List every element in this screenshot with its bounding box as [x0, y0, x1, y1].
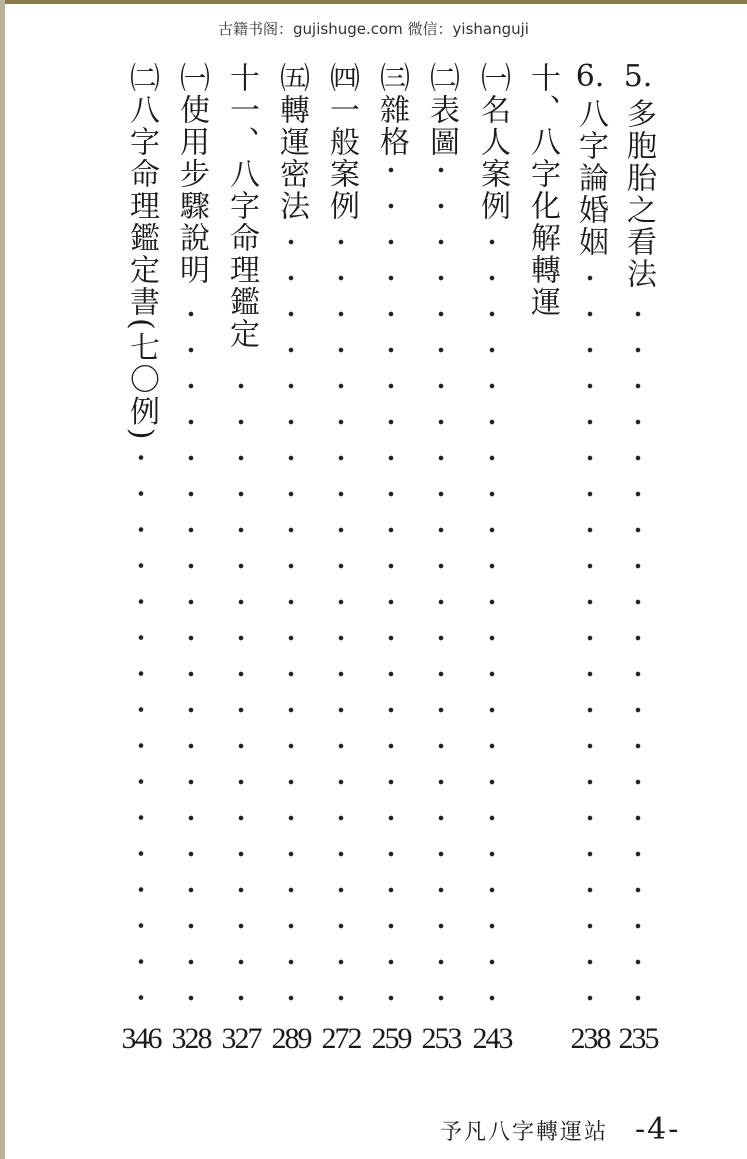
dot-leader: [438, 166, 444, 1016]
toc-entry-page: 235: [618, 1022, 658, 1055]
toc-entry-page: 238: [570, 1022, 610, 1055]
dot-leader: [338, 230, 344, 1016]
dot-leader: [288, 230, 294, 1016]
toc-entry: [369, 62, 413, 1055]
toc-entry: [169, 62, 213, 1055]
page-footer: [440, 1112, 680, 1147]
book-title: 予凡八字轉運站: [440, 1120, 609, 1145]
toc-entry-title: ㈢雜格: [374, 62, 409, 158]
toc-entry-title: ㈠名人案例: [475, 62, 510, 222]
watermark: 古籍书阁：gujishuge.com 微信：yishanguji: [218, 20, 529, 38]
dot-leader: [138, 449, 144, 1016]
dot-leader: [587, 266, 593, 1016]
toc-entry-title: 八字論婚姻: [573, 98, 608, 258]
toc-entry-title: ㈣一般案例: [324, 62, 359, 222]
toc-entry-title: ㈡表圖: [424, 62, 459, 158]
toc-entry-page: 243: [472, 1022, 512, 1055]
page-number: -4-: [635, 1112, 681, 1147]
toc-entry-title: ㈡八字命理鑑定書(七〇例): [124, 62, 159, 442]
toc-entry-title: ㈤轉運密法: [274, 62, 309, 222]
toc-entry: [269, 62, 313, 1055]
dot-leader: [388, 166, 394, 1016]
top-border: [0, 0, 747, 4]
toc-entry-page: 253: [421, 1022, 461, 1055]
toc-entry: [520, 62, 564, 1022]
toc-entry-page: 327: [221, 1022, 261, 1055]
toc-entry: [319, 62, 363, 1055]
dot-leader: [635, 298, 641, 1016]
toc-entry: [419, 62, 463, 1055]
toc-entry: [616, 59, 660, 1055]
left-border: [0, 0, 5, 1159]
toc-entry-title: ㈠使用步驟說明: [174, 62, 209, 286]
dot-leader: [489, 230, 495, 1016]
toc-entry-page: 289: [271, 1022, 311, 1055]
toc-entry: [470, 62, 514, 1055]
toc-entry-page: 328: [171, 1022, 211, 1055]
toc-entry-number: 5.: [623, 59, 653, 94]
toc-entry: [219, 62, 263, 1055]
toc-entry-page: 346: [121, 1022, 161, 1055]
toc-entry-title: 十、八字化解轉運: [525, 62, 560, 318]
dot-leader: [188, 294, 194, 1016]
toc-entry: [568, 59, 612, 1055]
toc-entry-page: 259: [371, 1022, 411, 1055]
dot-leader: [238, 358, 244, 1016]
toc-entry: [119, 62, 163, 1055]
toc-entry-number: 6.: [575, 59, 605, 94]
toc-entry-title: 十一、八字命理鑑定: [224, 62, 259, 350]
toc-entry-title: 多胞胎之看法: [621, 98, 656, 290]
toc-entry-page: 272: [321, 1022, 361, 1055]
